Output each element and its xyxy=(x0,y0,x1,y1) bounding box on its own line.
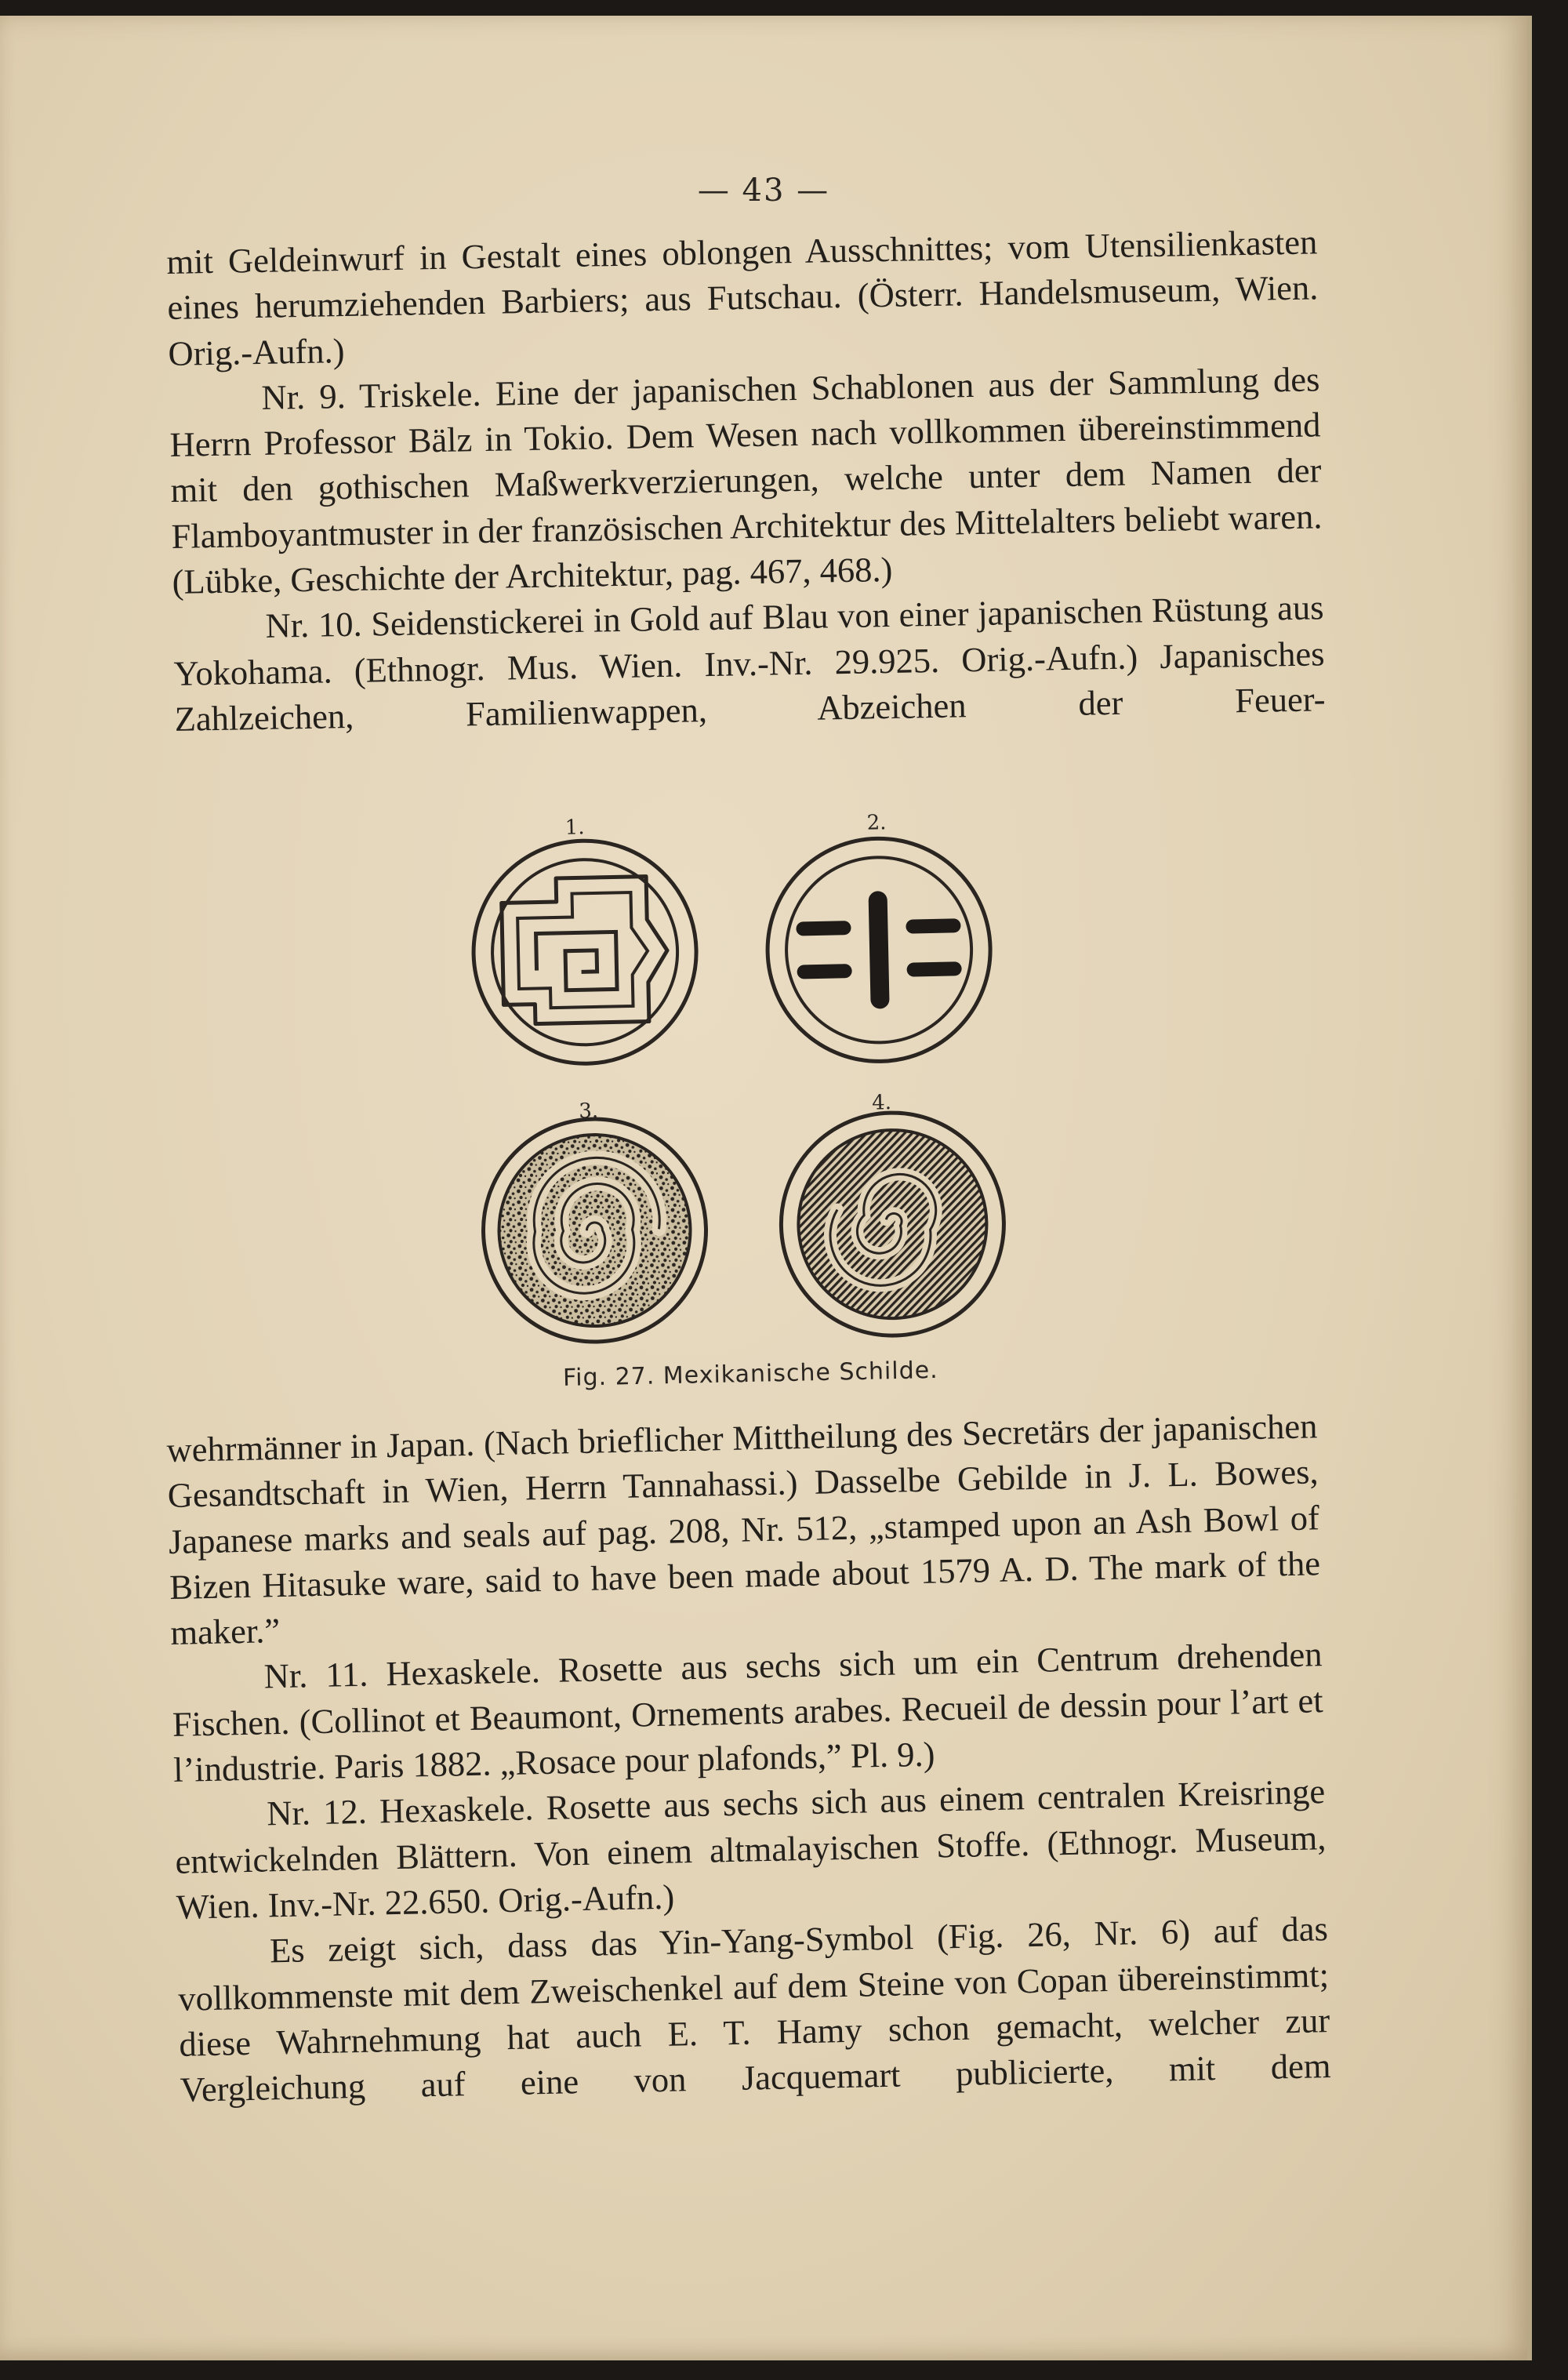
figure-27 xyxy=(464,794,1025,1401)
paragraph-nr-12: Nr. 12. Hexaskele. Rosette aus sechs sich aus einem centralen Kreisringe entwickelnden Blättern. Von einem altmalayischen Stoffe. (Ethnogr. Museum, Wien. Inv.-Nr. 22.650. Orig.-Aufn.) xyxy=(175,1771,1327,1927)
paragraph-continuation: mit Geldeinwurf in Gestalt eines oblongen Ausschnittes; vom Utensilienkasten eines herumziehenden Barbiers; aus Futschau. (Österr. Handelsmuseum, Wien. Orig.-Aufn.) xyxy=(166,222,1319,373)
paragraph-nr-10: Nr. 10. Seidenstickerei in Gold auf Blau von einer japanischen Rüstung aus Yokohama. (Ethnogr. Mus. Wien. Inv.-Nr. 29.925. Orig.-Aufn.) Japanisches Zahlzeichen, Familienwappen, Abzeichen der Feuer- xyxy=(173,587,1326,739)
shield-2-bars xyxy=(765,836,993,1063)
figure-label-2: 2. xyxy=(866,811,887,835)
shield-1-step-fret xyxy=(471,838,699,1066)
paragraph-nr-11: Nr. 11. Hexaskele. Rosette aus sechs sich um ein Centrum drehenden Fischen. (Collinot et Beaumont, Ornements arabes. Recueil de dessin pour l’art et l’industrie. Paris 1882. „Rosace pour plafonds,” Pl. 9.) xyxy=(172,1634,1324,1790)
figure-label-4: 4. xyxy=(871,1091,892,1115)
shield-4-hatched-spiral xyxy=(779,1110,1006,1338)
book-page xyxy=(0,16,1532,2360)
text-block-bottom xyxy=(166,1403,1331,2113)
figure-illustration xyxy=(464,794,1025,1355)
figure-label-3: 3. xyxy=(579,1099,599,1124)
paragraph-nr-9: Nr. 9. Triskele. Eine der japanischen Schablonen aus der Sammlung des Herrn Professor Bälz in Tokio. Dem Wesen nach vollkommen übereinstimmend mit den gothischen Maßwerkverzierungen, welche unter dem Namen der Flamboyantmuster in der französischen Architektur des Mittelalters beliebt waren. (Lübke, Geschichte der Architektur, pag. 467, 468.) xyxy=(169,359,1323,602)
page-number: — 43 — xyxy=(697,173,830,209)
shield-3-stippled-spiral xyxy=(481,1117,709,1344)
paragraph-yin-yang: Es zeigt sich, dass das Yin-Yang-Symbol (Fig. 26, Nr. 6) auf das vollkommenste mit dem Zweischenkel auf dem Steine von Copan übereinstimmt; diese Wahrnehmung hat auch E. T. Hamy schon gemacht, welcher zur Vergleichung auf eine von Jacquemart publicierte, mit dem xyxy=(177,1909,1331,2109)
text-block-top xyxy=(166,219,1326,742)
figure-label-1: 1. xyxy=(564,816,585,840)
paragraph-continuation-feuerwehr: wehrmänner in Japan. (Nach brieflicher Mittheilung des Secretärs der japanischen Gesandtschaft in Wien, Herrn Tannahassi.) Dasselbe Gebilde in J. L. Bowes, Japanese marks and seals auf pag. 208, Nr. 512, „stamped upon an Ash Bowl of Bizen Hitasuke ware, said to have been made about 1579 A. D. The mark of the maker.” xyxy=(166,1406,1321,1653)
figure-caption: Fig. 27. Mexikanische Schilde. xyxy=(562,1356,939,1392)
